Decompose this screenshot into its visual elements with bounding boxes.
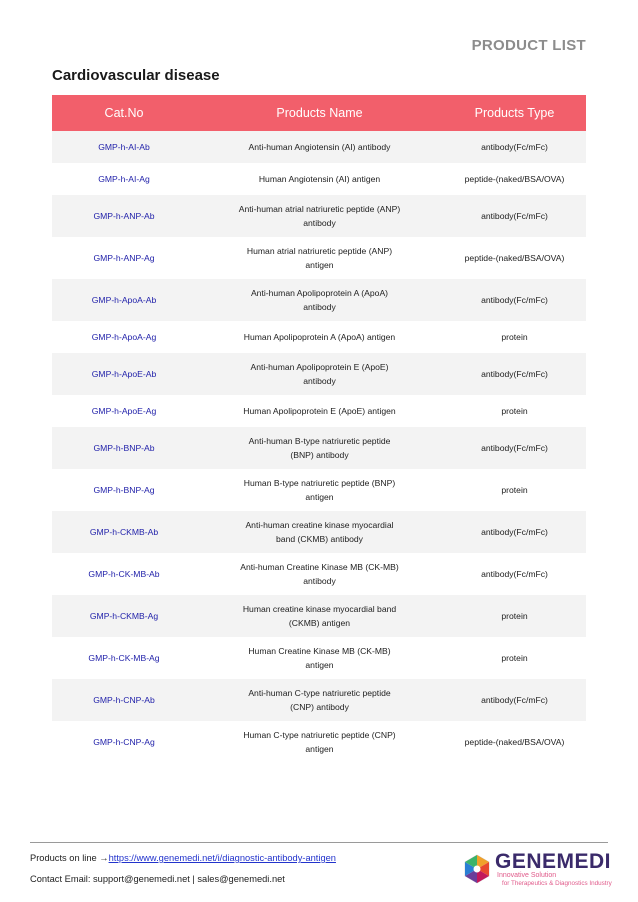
cell-cat-no: GMP-h-CK-MB-Ag xyxy=(88,653,160,663)
product-name-line: Human C-type natriuretic peptide (CNP) xyxy=(243,730,396,740)
cell-cat-no: GMP-h-CKMB-Ab xyxy=(89,527,159,537)
product-name-line: Human Creatine Kinase MB (CK-MB) xyxy=(248,646,391,656)
cell-product-type: peptide-(naked/BSA/OVA) xyxy=(464,737,565,747)
section-title: Cardiovascular disease xyxy=(52,67,220,84)
product-name-line: antigen xyxy=(305,660,334,670)
product-name-line: Anti-human atrial natriuretic peptide (ANP) xyxy=(238,204,401,214)
cell-product-type: antibody(Fc/mFc) xyxy=(481,695,548,705)
product-name-line: Anti-human Creatine Kinase MB (CK-MB) xyxy=(240,562,399,572)
table-row xyxy=(52,721,586,763)
cell-product-type: antibody(Fc/mFc) xyxy=(481,527,548,537)
product-name-line: Anti-human Apolipoprotein A (ApoA) xyxy=(250,288,389,298)
cell-cat-no: GMP-h-BNP-Ab xyxy=(93,443,155,453)
cell-product-type: antibody(Fc/mFc) xyxy=(481,295,548,305)
product-name-line: Human atrial natriuretic peptide (ANP) xyxy=(246,246,393,256)
table-row xyxy=(52,131,586,163)
table-row xyxy=(52,469,586,511)
product-name-line: Human Apolipoprotein A (ApoA) antigen xyxy=(243,332,396,342)
product-name-line: (BNP) antibody xyxy=(290,450,349,460)
cell-cat-no: GMP-h-CNP-Ag xyxy=(93,737,155,747)
table-row xyxy=(52,511,586,553)
cell-product-type: protein xyxy=(501,406,528,416)
cell-cat-no: GMP-h-CK-MB-Ab xyxy=(88,569,160,579)
footer-divider xyxy=(30,842,608,843)
cell-product-type: antibody(Fc/mFc) xyxy=(481,443,548,453)
page-header-title: PRODUCT LIST xyxy=(471,37,586,54)
cell-product-type: protein xyxy=(501,485,528,495)
logo-tagline-1: Innovative Solution xyxy=(497,872,557,879)
company-logo xyxy=(462,850,612,890)
cell-product-name xyxy=(196,195,443,237)
product-name-line: antibody xyxy=(303,376,336,386)
product-name-line: Human Angiotensin (AI) antigen xyxy=(258,174,381,184)
logo-wordmark: GENEMEDI xyxy=(495,850,612,873)
cell-product-type: antibody(Fc/mFc) xyxy=(481,569,548,579)
cell-product-name xyxy=(196,237,443,279)
cell-product-name xyxy=(196,469,443,511)
cell-product-type: antibody(Fc/mFc) xyxy=(481,211,548,221)
product-name-line: antigen xyxy=(305,260,334,270)
cell-product-name xyxy=(196,353,443,395)
header-cat-no: Cat.No xyxy=(104,106,144,120)
cell-cat-no: GMP-h-ApoA-Ag xyxy=(91,332,157,342)
footer-online xyxy=(30,853,336,863)
cell-product-name xyxy=(196,679,443,721)
product-table xyxy=(52,95,586,763)
product-name-line: Anti-human Apolipoprotein E (ApoE) xyxy=(250,362,389,372)
table-row xyxy=(52,279,586,321)
cell-cat-no: GMP-h-BNP-Ag xyxy=(93,485,155,495)
logo-mark-icon xyxy=(462,854,492,884)
table-row xyxy=(52,679,586,721)
cell-product-name xyxy=(196,637,443,679)
cell-product-name xyxy=(196,279,443,321)
table-row xyxy=(52,195,586,237)
logo-tagline-2: for Therapeutics & Diagnostics Industry xyxy=(502,880,612,887)
table-row xyxy=(52,353,586,395)
cell-product-name xyxy=(196,131,443,163)
cell-product-type: protein xyxy=(501,611,528,621)
cell-product-type: peptide-(naked/BSA/OVA) xyxy=(464,253,565,263)
product-name-line: Anti-human creatine kinase myocardial xyxy=(245,520,394,530)
cell-cat-no: GMP-h-ApoA-Ab xyxy=(91,295,157,305)
cell-product-name xyxy=(196,595,443,637)
cell-product-type: antibody(Fc/mFc) xyxy=(481,369,548,379)
cell-cat-no: GMP-h-ANP-Ag xyxy=(93,253,155,263)
cell-product-type: protein xyxy=(501,653,528,663)
cell-product-type: protein xyxy=(501,332,528,342)
header-products-name: Products Name xyxy=(276,106,363,120)
table-body xyxy=(52,131,586,763)
product-name-line: (CKMB) antigen xyxy=(288,618,351,628)
product-name-line: Anti-human Angiotensin (AI) antibody xyxy=(248,142,391,152)
cell-product-type: antibody(Fc/mFc) xyxy=(481,142,548,152)
cell-product-name xyxy=(196,163,443,195)
table-row xyxy=(52,237,586,279)
cell-cat-no: GMP-h-ApoE-Ab xyxy=(91,369,157,379)
product-name-line: antibody xyxy=(303,302,336,312)
table-row xyxy=(52,427,586,469)
footer-online-label: Products on line → xyxy=(30,853,109,863)
cell-cat-no: GMP-h-CNP-Ab xyxy=(93,695,155,705)
cell-cat-no: GMP-h-AI-Ag xyxy=(98,174,150,184)
product-name-line: antibody xyxy=(303,218,336,228)
table-row xyxy=(52,553,586,595)
product-name-line: (CNP) antibody xyxy=(290,702,349,712)
table-row xyxy=(52,637,586,679)
product-name-line: Human creatine kinase myocardial band xyxy=(242,604,397,614)
cell-product-name xyxy=(196,553,443,595)
table-row xyxy=(52,395,586,427)
product-name-line: antigen xyxy=(305,744,334,754)
product-name-line: band (CKMB) antibody xyxy=(276,534,363,544)
table-row xyxy=(52,595,586,637)
product-name-line: antibody xyxy=(303,576,336,586)
product-name-line: Human B-type natriuretic peptide (BNP) xyxy=(243,478,396,488)
header-products-type: Products Type xyxy=(474,106,555,120)
cell-cat-no: GMP-h-CKMB-Ag xyxy=(89,611,159,621)
product-name-line: Anti-human C-type natriuretic peptide xyxy=(248,688,391,698)
cell-product-name xyxy=(196,511,443,553)
product-name-line: antigen xyxy=(305,492,334,502)
cell-product-name xyxy=(196,721,443,763)
cell-product-type: peptide-(naked/BSA/OVA) xyxy=(464,174,565,184)
footer-contact: Contact Email: support@genemedi.net | sales@genemedi.net xyxy=(30,874,285,884)
cell-cat-no: GMP-h-AI-Ab xyxy=(98,142,150,152)
cell-cat-no: GMP-h-ANP-Ab xyxy=(93,211,155,221)
table-header-row xyxy=(52,95,586,131)
cell-product-name xyxy=(196,427,443,469)
cell-cat-no: GMP-h-ApoE-Ag xyxy=(91,406,157,416)
footer-online-link[interactable]: https://www.genemedi.net/i/diagnostic-antibody-antigen xyxy=(108,853,336,863)
table-row xyxy=(52,321,586,353)
cell-product-name xyxy=(196,395,443,427)
table-row xyxy=(52,163,586,195)
product-name-line: Anti-human B-type natriuretic peptide xyxy=(248,436,391,446)
cell-product-name xyxy=(196,321,443,353)
product-name-line: Human Apolipoprotein E (ApoE) antigen xyxy=(243,406,396,416)
